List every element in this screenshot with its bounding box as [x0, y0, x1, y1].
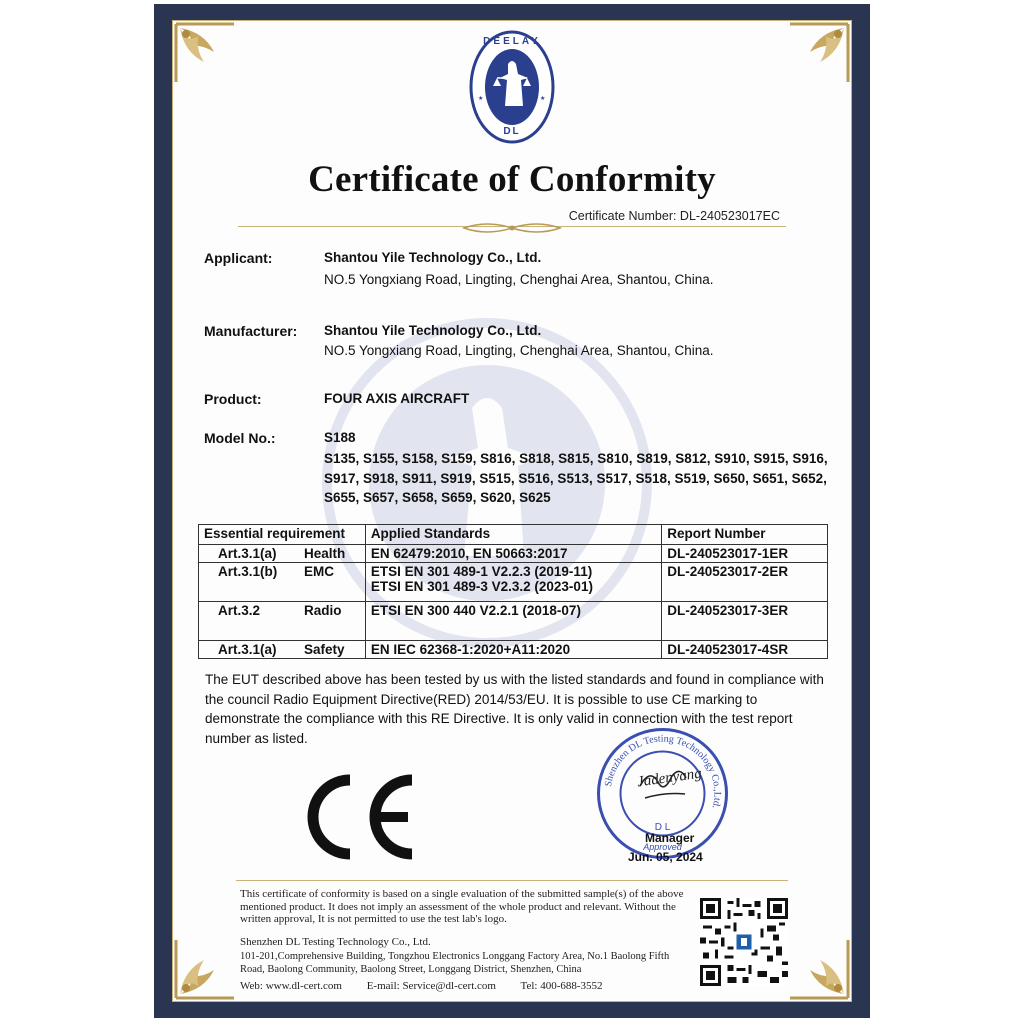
svg-text:★: ★ [540, 96, 546, 102]
disclaimer: This certificate of conformity is based on a single evaluation of the submitted sample(s) of the above mentioned product. It does not imply an assessment of the whole product and relevant. Without the written approval, It is not permitted to use the test lab's logo. [240, 888, 684, 925]
table-header-row [199, 525, 828, 545]
standard-cell: ETSI EN 301 489-1 V2.2.3 (2019-11) [370, 564, 593, 579]
table-header: Essential requirement [199, 525, 366, 545]
model-list: S135, S155, S158, S159, S816, S818, S815, S810, S819, S812, S910, S915, S916, S917, S918, S911, S919, S515, S516, S513, S517, S518, S519, S650, S651, S652, S655, S657, S658, S659, S620, S625 [324, 451, 828, 505]
manager-signature: Jadenyang [636, 765, 703, 791]
type-cell: Radio [304, 603, 342, 618]
manager-title: Manager [645, 831, 695, 845]
model-main: S188 [324, 430, 356, 445]
product-label: Product: [204, 391, 262, 407]
manufacturer-label: Manufacturer: [204, 323, 298, 339]
applicant-label: Applicant: [204, 250, 273, 266]
applicant-name: Shantou Yile Technology Co., Ltd. [324, 250, 542, 265]
svg-text:★: ★ [478, 96, 484, 102]
footer-divider [236, 880, 788, 881]
manufacturer-address: NO.5 Yongxiang Road, Lingting, Chenghai Area, Shantou, China. [324, 343, 714, 358]
table-header: Report Number [662, 525, 828, 545]
corner-ornament-icon [174, 938, 236, 1000]
issuer-contact [240, 980, 625, 992]
issue-date: Jun. 05, 2024 [628, 850, 703, 864]
product-value: FOUR AXIS AIRCRAFT [324, 391, 470, 406]
logo-top-text: DEELAY [483, 36, 541, 47]
standard-cell: ETSI EN 301 489-3 V2.3.2 (2023-01) [370, 579, 593, 594]
corner-ornament-icon [788, 22, 850, 84]
svg-text:Shenzhen DL Testing Technology: Shenzhen DL Testing Technology Co.,Ltd. [602, 733, 723, 810]
corner-ornament-icon [174, 22, 236, 84]
issuer-address: 101-201,Comprehensive Building, Tongzhou Electronics Longgang Factory Area, No.1 Baolong Fifth Road, Baolong Community, Baolong Street, Longgang District, Shenzhen, China [240, 951, 670, 975]
manufacturer-name: Shantou Yile Technology Co., Ltd. [324, 323, 542, 338]
deelay-logo [469, 30, 555, 144]
article-cell: Art.3.1(a) [218, 546, 277, 561]
issuer-tel: Tel: 400-688-3552 [520, 980, 603, 992]
table-row [199, 602, 828, 641]
svg-text:Approved: Approved [643, 842, 682, 852]
standard-cell: EN IEC 62368-1:2020+A11:2020 [365, 641, 661, 659]
table-row [199, 641, 828, 659]
issuer-company: Shenzhen DL Testing Technology Co., Ltd. [240, 936, 431, 948]
standard-cell: EN 62479:2010, EN 50663:2017 [365, 545, 661, 563]
table-row [199, 563, 828, 602]
standards-table [198, 524, 828, 659]
model-label: Model No.: [204, 430, 276, 446]
table-row [199, 545, 828, 563]
svg-text:D L: D L [654, 822, 671, 833]
type-cell: Health [304, 546, 346, 561]
ce-mark-icon [300, 772, 420, 862]
issuer-email: E-mail: Service@dl-cert.com [366, 980, 496, 992]
report-cell: DL-240523017-2ER [662, 563, 828, 602]
certificate-title: Certificate of Conformity [308, 159, 716, 200]
report-cell: DL-240523017-4SR [662, 641, 828, 659]
article-cell: Art.3.1(a) [218, 642, 277, 657]
compliance-statement: The EUT described above has been tested by us with the listed standards and found in compliance with the council Radio Equipment Directive(RED) 2014/53/EU. It is possible to use CE marking to demonstrate the compliance with this RE Directive. It is only valid in connection with the test report number as listed. [205, 672, 824, 746]
qr-code-icon[interactable] [700, 898, 788, 986]
type-cell: EMC [304, 564, 334, 579]
issuer-web: Web: www.dl-cert.com [240, 980, 342, 992]
report-cell: DL-240523017-1ER [662, 545, 828, 563]
logo-bottom-text: DL [503, 126, 521, 137]
applicant-address: NO.5 Yongxiang Road, Lingting, Chenghai Area, Shantou, China. [324, 272, 714, 287]
certificate-number: Certificate Number: DL-240523017EC [568, 209, 780, 223]
corner-ornament-icon [788, 938, 850, 1000]
standard-cell: ETSI EN 300 440 V2.2.1 (2018-07) [365, 602, 661, 641]
table-header: Applied Standards [365, 525, 661, 545]
type-cell: Safety [304, 642, 345, 657]
article-cell: Art.3.1(b) [218, 564, 278, 579]
divider-ornament-icon [462, 221, 562, 233]
report-cell: DL-240523017-3ER [662, 602, 828, 641]
article-cell: Art.3.2 [218, 603, 261, 618]
